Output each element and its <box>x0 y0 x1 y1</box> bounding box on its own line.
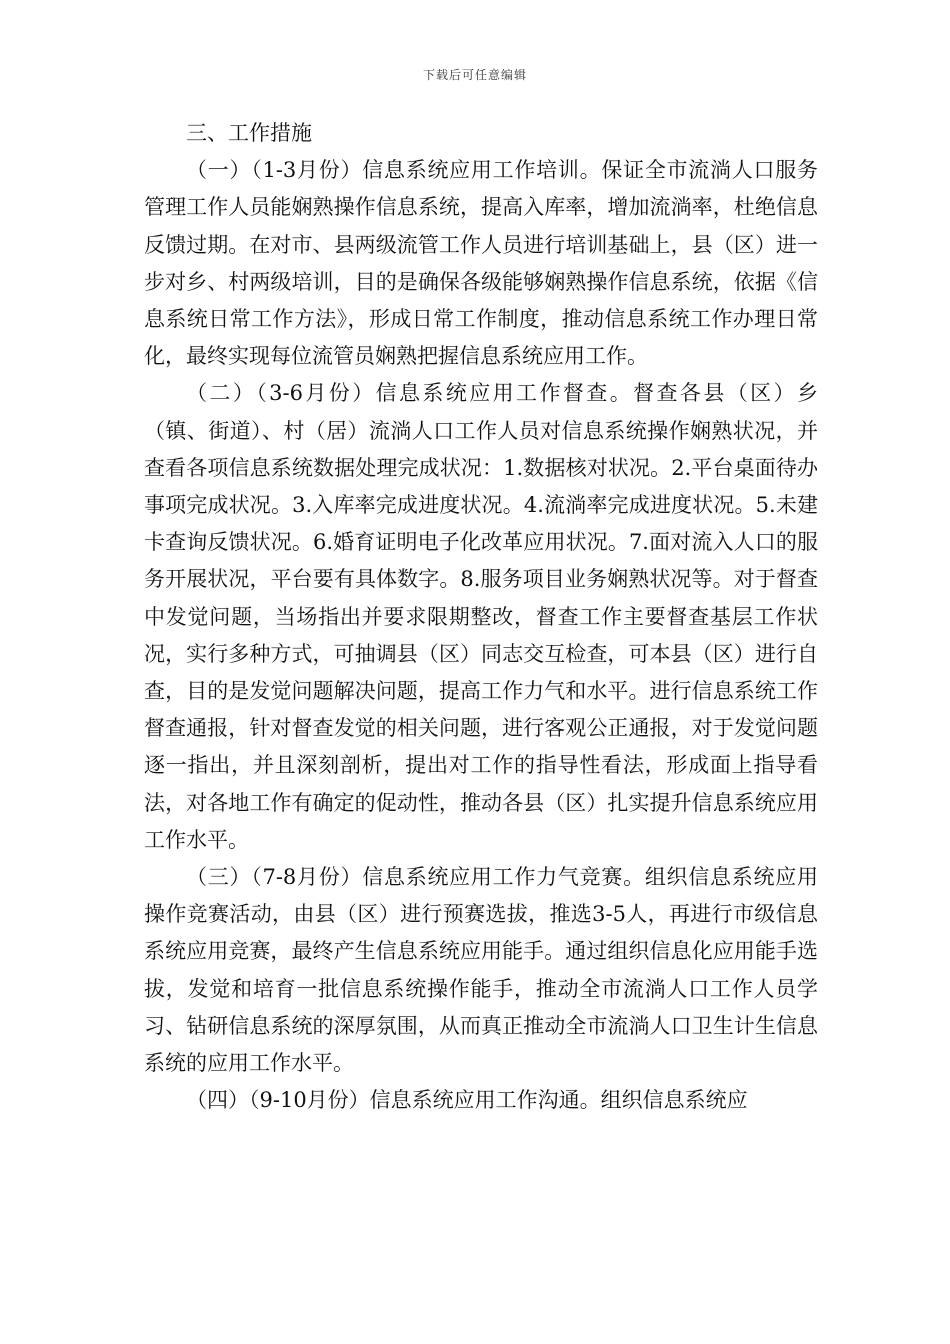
paragraph-2: （二）（3-6月份）信息系统应用工作督查。督查各县（区）乡（镇、街道）、村（居）流淌人口工作人员对信息系统操作娴熟状况，并查看各项信息系统数据处理完成状况：1.数据核对状况。2.平台桌面待办事项完成状况。3.入库率完成进度状况。4.流淌率完成进度状况。5.未建卡查询反馈状况。6.婚育证明电子化改革应用状况。7.面对流入人口的服务开展状况，平台要有具体数字。8.服务项目业务娴熟状况等。对于督查中发觉问题，当场指出并要求限期整改，督查工作主要督查基层工作状况，实行多种方式，可抽调县（区）同志交互检查，可本县（区）进行自查，目的是发觉问题解决问题，提高工作力气和水平。进行信息系统工作督查通报，针对督查发觉的相关问题，进行客观公正通报，对于发觉问题逐一指出，并且深刻剖析，提出对工作的指导性看法，形成面上指导看法，对各地工作有确定的促动性，推动各县（区）扎实提升信息系统应用工作水平。 <box>144 381 818 852</box>
page-header: 下载后可任意编辑 <box>422 68 527 82</box>
paragraph-4: （四）（9-10月份）信息系统应用工作沟通。组织信息系统应 <box>186 1088 748 1113</box>
section-heading: 三、工作措施 <box>186 121 312 145</box>
paragraph-3: （三）（7-8月份）信息系统应用工作力气竞赛。组织信息系统应用操作竞赛活动，由县（区）进行预赛选拔，推选3-5人，再进行市级信息系统应用竞赛，最终产生信息系统应用能手。通过组织信息化应用能手选拔，发觉和培育一批信息系统操作能手，推动全市流淌人口工作人员学习、钻研信息系统的深厚氛围，从而真正推动全市流淌人口卫生计生信息系统的应用工作水平。 <box>144 865 818 1076</box>
document-body <box>144 115 818 1119</box>
paragraph-1: （一）（1-3月份）信息系统应用工作培训。保证全市流淌人口服务管理工作人员能娴熟操作信息系统，提高入库率，增加流淌率，杜绝信息反馈过期。在对市、县两级流管工作人员进行培训基础上，县（区）进一步对乡、村两级培训，目的是确保各级能够娴熟操作信息系统，依据《信息系统日常工作方法》，形成日常工作制度，推动信息系统工作办理日常化，最终实现每位流管员娴熟把握信息系统应用工作。 <box>144 158 818 369</box>
